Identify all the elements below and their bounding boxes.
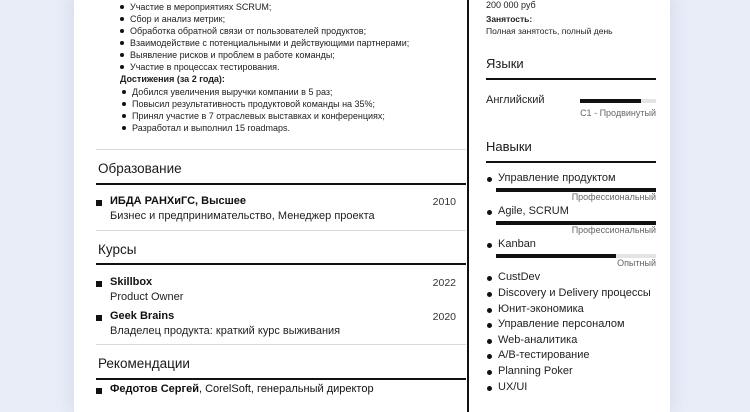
- square-bullet-icon: [96, 281, 102, 287]
- course-year: 2022: [432, 277, 456, 289]
- list-item: Взаимодействие с потенциальными и действующими партнерами;: [118, 37, 468, 49]
- courses-title-underline: [96, 263, 466, 265]
- course-name: Geek Brains: [110, 310, 175, 322]
- skill-row: [486, 365, 658, 379]
- skill-name: Planning Poker: [498, 365, 573, 377]
- achievements-list: [120, 86, 470, 134]
- list-item: Участие в мероприятиях SCRUM;: [118, 1, 468, 13]
- recommendation-text: [110, 383, 374, 395]
- recommendations-title-underline: [96, 378, 466, 380]
- responsibilities-list: [118, 0, 468, 73]
- skill-row: [486, 271, 658, 285]
- language-name: Английский: [486, 94, 545, 106]
- education-year: 2010: [432, 196, 456, 208]
- section-divider: [96, 230, 466, 231]
- list-item: Принял участие в 7 отраслевых выставках и конференциях;: [120, 110, 470, 122]
- square-bullet-icon: [96, 388, 102, 394]
- square-bullet-icon: [96, 315, 102, 321]
- skill-name: Web-аналитика: [498, 334, 578, 346]
- language-level-bar: [580, 99, 656, 103]
- skill-row: [486, 318, 658, 332]
- skill-name: Управление продуктом: [498, 172, 616, 184]
- section-divider: [96, 344, 466, 345]
- skill-row: [486, 287, 658, 301]
- skill-row: [486, 334, 658, 348]
- skill-row: [486, 303, 658, 317]
- resume-sidebar: [486, 0, 658, 412]
- column-divider: [467, 0, 469, 412]
- languages-title: Языки: [486, 56, 524, 71]
- skills-title: Навыки: [486, 139, 532, 154]
- skill-row: [486, 349, 658, 363]
- achievements-title: Достижения (за 2 года):: [120, 74, 225, 84]
- course-year: 2020: [432, 311, 456, 323]
- course-desc: Владелец продукта: краткий курс выживания: [110, 325, 341, 337]
- skill-row: [486, 172, 658, 204]
- course-desc: Product Owner: [110, 291, 184, 303]
- courses-title: Курсы: [98, 242, 137, 257]
- employment-value: Полная занятость, полный день: [486, 26, 613, 36]
- bullet-icon: [487, 386, 492, 391]
- resume-page: [74, 0, 670, 412]
- skill-name: A/B-тестирование: [498, 349, 590, 361]
- education-title: Образование: [98, 161, 182, 176]
- section-divider: [96, 149, 466, 150]
- bullet-icon: [487, 177, 492, 182]
- bullet-icon: [487, 292, 492, 297]
- skill-name: Discovery и Delivery процессы: [498, 287, 651, 299]
- skill-row: [486, 205, 658, 237]
- bullet-icon: [487, 354, 492, 359]
- bullet-icon: [487, 276, 492, 281]
- list-item: Сбор и анализ метрик;: [118, 13, 468, 25]
- skill-name: CustDev: [498, 271, 541, 283]
- list-item: Разработал и выполнил 15 roadmaps.: [120, 122, 470, 134]
- skill-level-fill: [496, 254, 616, 258]
- bullet-icon: [487, 210, 492, 215]
- list-item: Выявление рисков и проблем в работе команды;: [118, 49, 468, 61]
- skill-row: [486, 238, 658, 270]
- bullet-icon: [487, 308, 492, 313]
- languages-title-underline: [486, 78, 656, 80]
- education-desc: Бизнес и предпринимательство, Менеджер проекта: [110, 210, 375, 222]
- skills-title-underline: [486, 161, 656, 163]
- course-name: Skillbox: [110, 276, 153, 288]
- list-item: Повысил результативность продуктовой команды на 35%;: [120, 98, 470, 110]
- skill-level: Опытный: [617, 258, 656, 268]
- recommendations-title: Рекомендации: [98, 356, 190, 371]
- resume-main-column: [84, 0, 467, 412]
- list-item: Обработка обратной связи от пользователей продуктов;: [118, 25, 468, 37]
- bullet-icon: [487, 370, 492, 375]
- bullet-icon: [487, 323, 492, 328]
- language-row: [486, 94, 658, 124]
- recommendation-desc: , CorelSoft, генеральный директор: [198, 383, 374, 395]
- skill-level: Профессиональный: [571, 225, 656, 235]
- skill-name: Управление персоналом: [498, 318, 625, 330]
- skill-level: Профессиональный: [571, 192, 656, 202]
- employment-label: Занятость:: [486, 14, 533, 24]
- skill-name: Agile, SCRUM: [498, 205, 569, 217]
- skill-row: [486, 381, 658, 395]
- skill-name: UX/UI: [498, 381, 528, 393]
- skill-name: Kanban: [498, 238, 536, 250]
- bullet-icon: [487, 339, 492, 344]
- skill-name: Юнит-экономика: [498, 303, 584, 315]
- education-name: ИБДА РАНХиГС, Высшее: [110, 195, 247, 207]
- language-level-fill: [580, 99, 641, 103]
- list-item: Добился увеличения выручки компании в 5 раз;: [120, 86, 470, 98]
- list-item: Участие в процессах тестирования.: [118, 61, 468, 73]
- recommendation-name: Федотов Сергей: [110, 383, 199, 395]
- square-bullet-icon: [96, 200, 102, 206]
- language-level: C1 - Продвинутый: [580, 108, 656, 118]
- salary-value: 200 000 руб: [486, 0, 536, 10]
- education-title-underline: [96, 183, 466, 185]
- bullet-icon: [487, 243, 492, 248]
